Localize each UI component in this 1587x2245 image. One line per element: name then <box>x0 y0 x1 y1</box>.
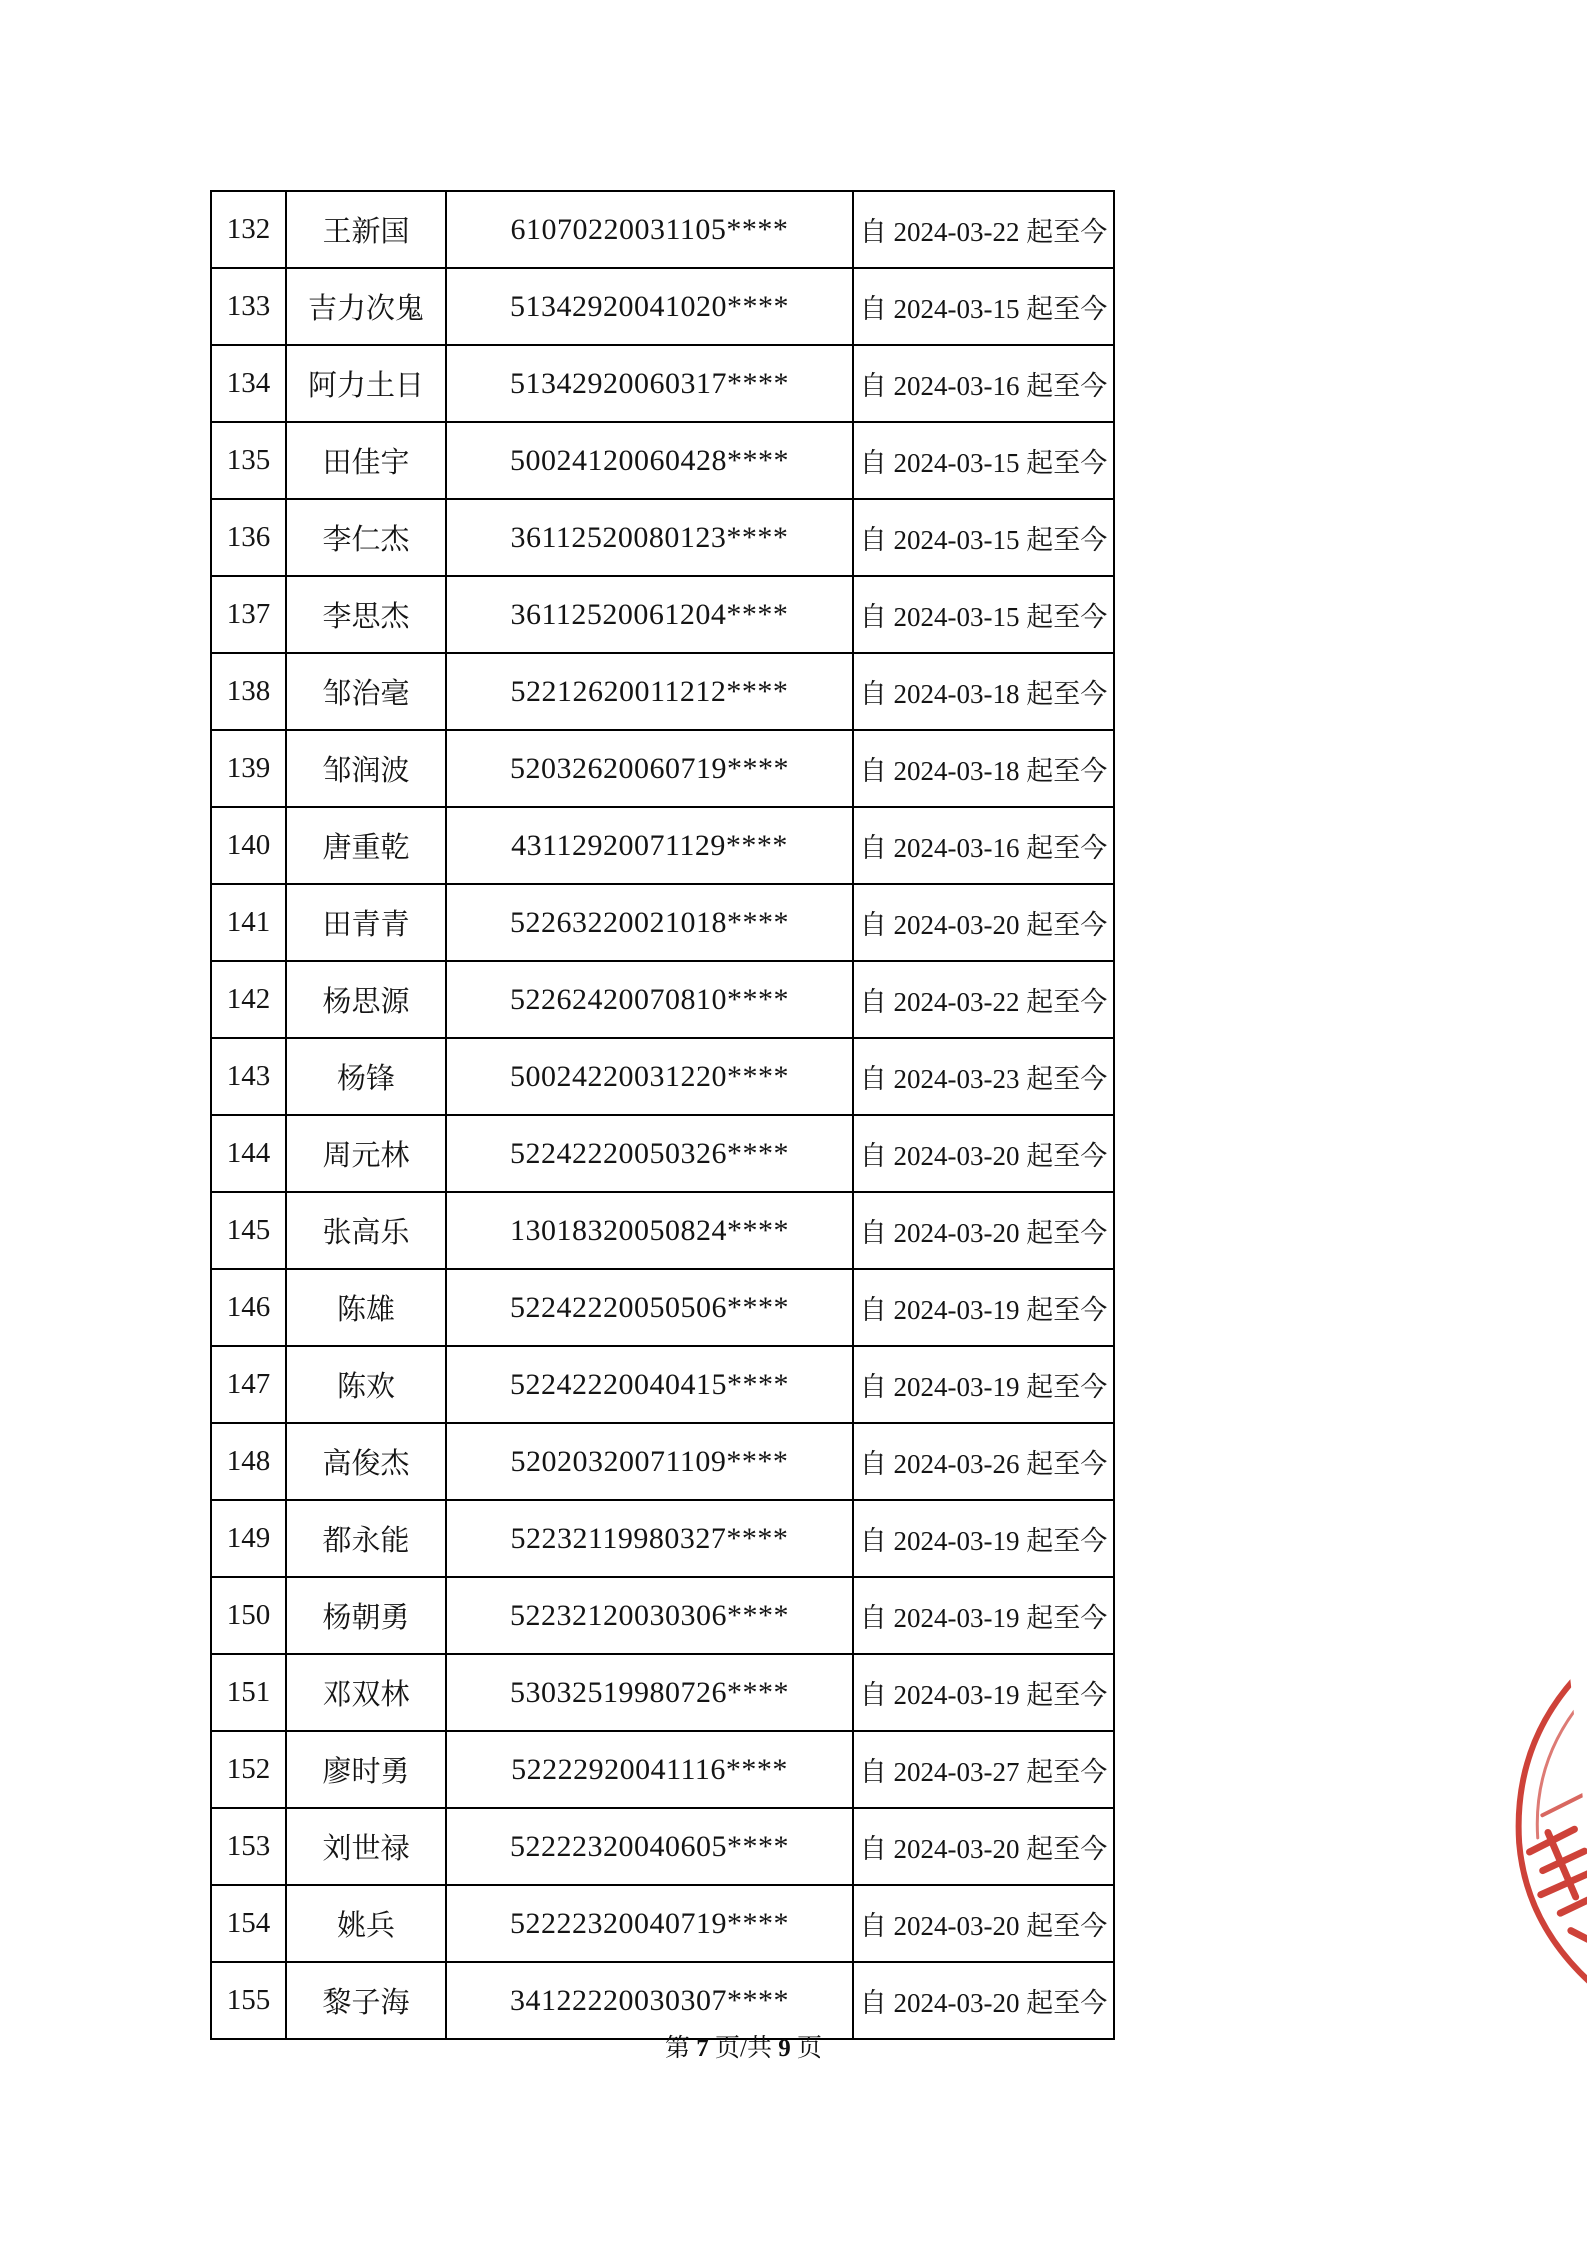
name-cell: 姚兵 <box>286 1885 446 1962</box>
id-number-cell: 52232119980327**** <box>446 1500 853 1577</box>
period-cell: 自 2024-03-16 起至今 <box>853 345 1114 422</box>
table-row <box>211 576 1114 653</box>
row-number-cell: 133 <box>211 268 286 345</box>
id-number-cell: 51342920060317**** <box>446 345 853 422</box>
row-number-cell: 132 <box>211 191 286 268</box>
period-cell: 自 2024-03-23 起至今 <box>853 1038 1114 1115</box>
period-cell: 自 2024-03-20 起至今 <box>853 1885 1114 1962</box>
period-cell: 自 2024-03-15 起至今 <box>853 499 1114 576</box>
row-number-cell: 152 <box>211 1731 286 1808</box>
row-number-cell: 148 <box>211 1423 286 1500</box>
row-number-cell: 143 <box>211 1038 286 1115</box>
id-number-cell: 51342920041020**** <box>446 268 853 345</box>
name-cell: 王新国 <box>286 191 446 268</box>
id-number-cell: 52032620060719**** <box>446 730 853 807</box>
id-number-cell: 36112520061204**** <box>446 576 853 653</box>
row-number-cell: 144 <box>211 1115 286 1192</box>
period-cell: 自 2024-03-22 起至今 <box>853 191 1114 268</box>
red-seal-stamp-icon <box>1487 1662 1587 2019</box>
period-cell: 自 2024-03-15 起至今 <box>853 268 1114 345</box>
row-number-cell: 150 <box>211 1577 286 1654</box>
name-cell: 高俊杰 <box>286 1423 446 1500</box>
period-cell: 自 2024-03-20 起至今 <box>853 1115 1114 1192</box>
name-cell: 刘世禄 <box>286 1808 446 1885</box>
row-number-cell: 137 <box>211 576 286 653</box>
roster-table <box>210 190 1115 2040</box>
row-number-cell: 142 <box>211 961 286 1038</box>
table-row <box>211 1654 1114 1731</box>
footer-separator: 页/共 <box>715 2035 772 2062</box>
id-number-cell: 52242220050506**** <box>446 1269 853 1346</box>
period-cell: 自 2024-03-26 起至今 <box>853 1423 1114 1500</box>
name-cell: 李仁杰 <box>286 499 446 576</box>
footer-prefix: 第 <box>665 2035 691 2062</box>
table-row <box>211 1038 1114 1115</box>
table-row <box>211 1808 1114 1885</box>
name-cell: 邹治毫 <box>286 653 446 730</box>
name-cell: 黎子海 <box>286 1962 446 2039</box>
row-number-cell: 149 <box>211 1500 286 1577</box>
table-row <box>211 730 1114 807</box>
period-cell: 自 2024-03-19 起至今 <box>853 1577 1114 1654</box>
name-cell: 唐重乾 <box>286 807 446 884</box>
table-row <box>211 1192 1114 1269</box>
name-cell: 陈雄 <box>286 1269 446 1346</box>
table-row <box>211 1500 1114 1577</box>
row-number-cell: 140 <box>211 807 286 884</box>
period-cell: 自 2024-03-15 起至今 <box>853 422 1114 499</box>
id-number-cell: 52262420070810**** <box>446 961 853 1038</box>
id-number-cell: 52232120030306**** <box>446 1577 853 1654</box>
row-number-cell: 138 <box>211 653 286 730</box>
row-number-cell: 135 <box>211 422 286 499</box>
footer-page-current: 7 <box>696 2035 709 2062</box>
name-cell: 阿力土日 <box>286 345 446 422</box>
name-cell: 杨思源 <box>286 961 446 1038</box>
table-row <box>211 422 1114 499</box>
table-row <box>211 884 1114 961</box>
row-number-cell: 147 <box>211 1346 286 1423</box>
name-cell: 吉力次鬼 <box>286 268 446 345</box>
name-cell: 邓双林 <box>286 1654 446 1731</box>
id-number-cell: 52212620011212**** <box>446 653 853 730</box>
row-number-cell: 139 <box>211 730 286 807</box>
period-cell: 自 2024-03-20 起至今 <box>853 884 1114 961</box>
id-number-cell: 52242220040415**** <box>446 1346 853 1423</box>
id-number-cell: 50024120060428**** <box>446 422 853 499</box>
id-number-cell: 52263220021018**** <box>446 884 853 961</box>
name-cell: 李思杰 <box>286 576 446 653</box>
period-cell: 自 2024-03-19 起至今 <box>853 1346 1114 1423</box>
name-cell: 周元林 <box>286 1115 446 1192</box>
row-number-cell: 155 <box>211 1962 286 2039</box>
period-cell: 自 2024-03-16 起至今 <box>853 807 1114 884</box>
id-number-cell: 36112520080123**** <box>446 499 853 576</box>
table-row <box>211 345 1114 422</box>
id-number-cell: 50024220031220**** <box>446 1038 853 1115</box>
table-row <box>211 1731 1114 1808</box>
table-row <box>211 1115 1114 1192</box>
row-number-cell: 146 <box>211 1269 286 1346</box>
row-number-cell: 134 <box>211 345 286 422</box>
id-number-cell: 43112920071129**** <box>446 807 853 884</box>
row-number-cell: 153 <box>211 1808 286 1885</box>
table-row <box>211 268 1114 345</box>
id-number-cell: 52222320040605**** <box>446 1808 853 1885</box>
table-row <box>211 1346 1114 1423</box>
footer-page-total: 9 <box>778 2035 791 2062</box>
period-cell: 自 2024-03-18 起至今 <box>853 730 1114 807</box>
footer-suffix: 页 <box>796 2035 822 2062</box>
id-number-cell: 34122220030307**** <box>446 1962 853 2039</box>
period-cell: 自 2024-03-19 起至今 <box>853 1269 1114 1346</box>
table-row <box>211 1885 1114 1962</box>
name-cell: 廖时勇 <box>286 1731 446 1808</box>
row-number-cell: 154 <box>211 1885 286 1962</box>
name-cell: 杨锋 <box>286 1038 446 1115</box>
period-cell: 自 2024-03-15 起至今 <box>853 576 1114 653</box>
row-number-cell: 151 <box>211 1654 286 1731</box>
id-number-cell: 52242220050326**** <box>446 1115 853 1192</box>
table-row <box>211 1577 1114 1654</box>
page-footer <box>0 2028 1487 2064</box>
table-row <box>211 653 1114 730</box>
name-cell: 张高乐 <box>286 1192 446 1269</box>
id-number-cell: 52222920041116**** <box>446 1731 853 1808</box>
name-cell: 陈欢 <box>286 1346 446 1423</box>
table-row <box>211 191 1114 268</box>
period-cell: 自 2024-03-19 起至今 <box>853 1500 1114 1577</box>
name-cell: 田佳宇 <box>286 422 446 499</box>
table-row <box>211 499 1114 576</box>
row-number-cell: 145 <box>211 1192 286 1269</box>
name-cell: 杨朝勇 <box>286 1577 446 1654</box>
row-number-cell: 141 <box>211 884 286 961</box>
period-cell: 自 2024-03-22 起至今 <box>853 961 1114 1038</box>
name-cell: 都永能 <box>286 1500 446 1577</box>
period-cell: 自 2024-03-18 起至今 <box>853 653 1114 730</box>
period-cell: 自 2024-03-20 起至今 <box>853 1192 1114 1269</box>
table-row <box>211 807 1114 884</box>
name-cell: 田青青 <box>286 884 446 961</box>
id-number-cell: 52020320071109**** <box>446 1423 853 1500</box>
row-number-cell: 136 <box>211 499 286 576</box>
table-row <box>211 1423 1114 1500</box>
period-cell: 自 2024-03-27 起至今 <box>853 1731 1114 1808</box>
period-cell: 自 2024-03-20 起至今 <box>853 1808 1114 1885</box>
period-cell: 自 2024-03-20 起至今 <box>853 1962 1114 2039</box>
id-number-cell: 13018320050824**** <box>446 1192 853 1269</box>
table-row <box>211 1269 1114 1346</box>
id-number-cell: 52222320040719**** <box>446 1885 853 1962</box>
id-number-cell: 53032519980726**** <box>446 1654 853 1731</box>
id-number-cell: 61070220031105**** <box>446 191 853 268</box>
name-cell: 邹润波 <box>286 730 446 807</box>
table-row <box>211 961 1114 1038</box>
period-cell: 自 2024-03-19 起至今 <box>853 1654 1114 1731</box>
